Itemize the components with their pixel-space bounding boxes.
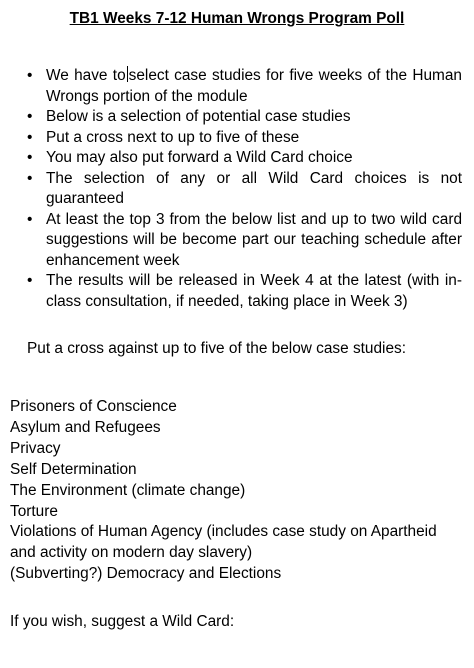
- bullet-icon: •: [27, 169, 33, 187]
- list-item: [0, 169, 474, 210]
- case-study-item[interactable]: Torture: [10, 502, 58, 520]
- case-study-item[interactable]: (Subverting?) Democracy and Elections: [10, 565, 282, 583]
- case-study-item[interactable]: Self Determination: [10, 460, 137, 478]
- list-item-text: The results will be released in Week 4 at the latest (with in-class consultation, if needed, taking place in Week 3): [46, 272, 462, 310]
- bullet-icon: •: [27, 67, 33, 84]
- list-item-text: The selection of any or all Wild Card choices is not guaranteed: [46, 169, 462, 207]
- list-item: [0, 128, 474, 149]
- case-study-list: [10, 397, 466, 585]
- case-study-item[interactable]: Privacy: [10, 439, 61, 457]
- case-study-item[interactable]: Prisoners of Conscience: [10, 398, 177, 415]
- bullet-icon: •: [27, 272, 33, 289]
- bullet-icon: •: [27, 128, 33, 146]
- instructions-list: [0, 66, 474, 312]
- case-study-item[interactable]: Violations of Human Agency (includes case study on Apartheid and activity on modern day slavery): [10, 523, 437, 562]
- bullet-icon: •: [27, 108, 33, 125]
- document-title: TB1 Weeks 7-12 Human Wrongs Program Poll: [69, 10, 405, 27]
- list-item-text: We have to: [46, 67, 126, 84]
- list-item: [0, 66, 474, 107]
- bullet-icon: •: [27, 149, 33, 166]
- list-item: [0, 271, 474, 312]
- list-item-text: Put a cross next to up to five of these: [46, 128, 300, 146]
- list-item: [0, 148, 474, 169]
- case-study-item[interactable]: The Environment (climate change): [10, 481, 246, 499]
- list-item-text: select case studies for five weeks of the Human Wrongs portion of the module: [46, 67, 462, 105]
- wildcard-prompt[interactable]: If you wish, suggest a Wild Card:: [10, 613, 235, 630]
- case-study-item[interactable]: Asylum and Refugees: [10, 418, 161, 436]
- list-item-text: Below is a selection of potential case studies: [46, 108, 351, 125]
- bullet-icon: •: [27, 210, 33, 228]
- list-item: [0, 210, 474, 272]
- text-cursor: [127, 66, 128, 82]
- selection-instruction: Put a cross against up to five of the below case studies:: [27, 340, 406, 357]
- list-item-text: At least the top 3 from the below list and up to two wild card suggestions will be become part our teaching schedule after enhancement week: [46, 210, 462, 269]
- list-item-text: You may also put forward a Wild Card choice: [46, 149, 353, 166]
- list-item: [0, 107, 474, 128]
